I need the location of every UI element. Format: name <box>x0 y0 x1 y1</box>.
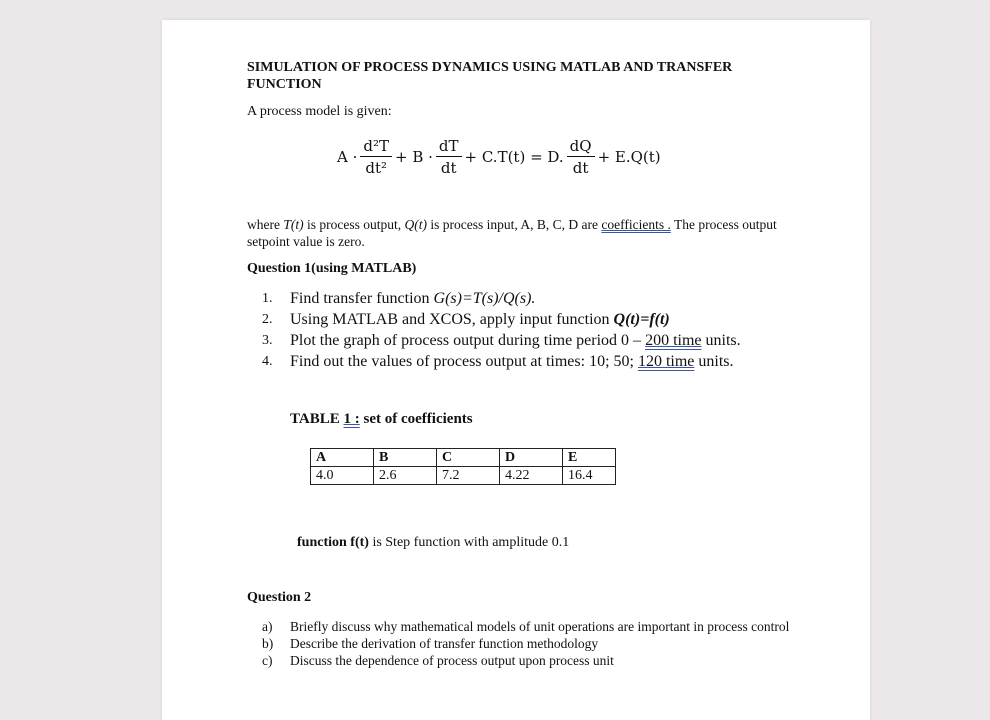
table-cell: 7.2 <box>437 467 500 485</box>
list-item <box>262 635 792 652</box>
coefficients-table <box>310 448 616 485</box>
intro-text: A process model is given: <box>247 104 392 119</box>
function-note <box>297 535 569 551</box>
list-number: 1. <box>262 291 273 306</box>
eq-f1-num: d²T <box>360 136 392 157</box>
where-coefficients: coefficients . <box>601 217 671 232</box>
eq-f1-den: dt² <box>365 158 388 177</box>
where-paragraph <box>247 216 787 250</box>
eq-f3-num: dQ <box>567 136 595 157</box>
document-title: SIMULATION OF PROCESS DYNAMICS USING MATLAB AND TRANSFER FUNCTION <box>247 60 733 92</box>
list-emphasis: Q(t)=f(t) <box>613 311 670 328</box>
list-number: 2. <box>262 312 273 327</box>
table-cell: 4.0 <box>311 467 374 485</box>
caption-text: set of coefficients <box>359 411 473 427</box>
eq-fraction-dt <box>436 136 462 179</box>
list-letter: a) <box>262 619 273 634</box>
list-text: units. <box>701 332 741 349</box>
list-item <box>262 330 741 351</box>
table-header-cell: E <box>563 449 616 467</box>
question-1-heading: Question 1(using MATLAB) <box>247 261 417 276</box>
function-label: function f(t) <box>297 535 369 550</box>
list-letter: b) <box>262 636 274 651</box>
function-text: is Step function with amplitude 0.1 <box>368 535 570 550</box>
where-text: is process input, A, B, C, D are <box>426 217 602 232</box>
where-text: where <box>247 217 284 232</box>
question-2-list <box>262 618 792 669</box>
table-cell: 4.22 <box>500 467 563 485</box>
where-output-symbol: T(t) <box>283 217 304 232</box>
list-text: Using MATLAB and XCOS, apply input function <box>290 311 614 328</box>
list-item <box>262 618 792 635</box>
eq-term-b: + B · <box>395 148 433 166</box>
eq-term-c: + C.T(t) = D. <box>464 148 564 166</box>
document-page <box>162 20 870 720</box>
eq-term-a: A · <box>337 148 358 166</box>
caption-number: 1 : <box>343 411 360 427</box>
list-emphasis: G(s)=T(s)/Q(s). <box>433 290 536 307</box>
list-emphasis: 200 time <box>645 332 702 349</box>
process-equation <box>337 132 757 182</box>
table-cell: 2.6 <box>374 467 437 485</box>
where-input-symbol: Q(t) <box>404 217 427 232</box>
list-text: Discuss the dependence of process output upon process unit <box>290 653 614 668</box>
question-2-heading: Question 2 <box>247 590 312 605</box>
table-header-cell: A <box>311 449 374 467</box>
list-emphasis: 120 time <box>637 353 695 370</box>
eq-fraction-dq <box>567 136 595 179</box>
table-cell: 16.4 <box>563 467 616 485</box>
list-text: Briefly discuss why mathematical models of unit operations are important in process control <box>290 619 790 634</box>
list-item <box>262 652 792 669</box>
table-header-row <box>311 449 616 467</box>
list-number: 4. <box>262 354 273 369</box>
list-number: 3. <box>262 333 273 348</box>
where-text: The process output setpoint value is zero. <box>247 217 777 249</box>
list-letter: c) <box>262 653 273 668</box>
list-item <box>262 351 741 372</box>
table-header-cell: C <box>437 449 500 467</box>
where-text: is process output, <box>303 217 405 232</box>
list-text: Find transfer function <box>290 290 434 307</box>
list-text: units. <box>694 353 734 370</box>
list-item <box>262 288 741 309</box>
eq-f2-num: dT <box>436 136 462 157</box>
list-text: Find out the values of process output at times: 10; 50; <box>290 353 638 370</box>
table-caption <box>290 411 473 428</box>
list-text: Describe the derivation of transfer function methodology <box>290 636 599 651</box>
table-row <box>311 467 616 485</box>
table-header-cell: D <box>500 449 563 467</box>
eq-f3-den: dt <box>572 158 589 177</box>
eq-term-e: + E.Q(t) <box>597 148 661 166</box>
eq-fraction-d2t <box>360 136 392 179</box>
list-item <box>262 309 741 330</box>
list-text: Plot the graph of process output during time period 0 – <box>290 332 646 349</box>
caption-text: TABLE <box>290 411 344 427</box>
eq-f2-den: dt <box>440 158 457 177</box>
table-header-cell: B <box>374 449 437 467</box>
question-1-list <box>262 288 741 372</box>
